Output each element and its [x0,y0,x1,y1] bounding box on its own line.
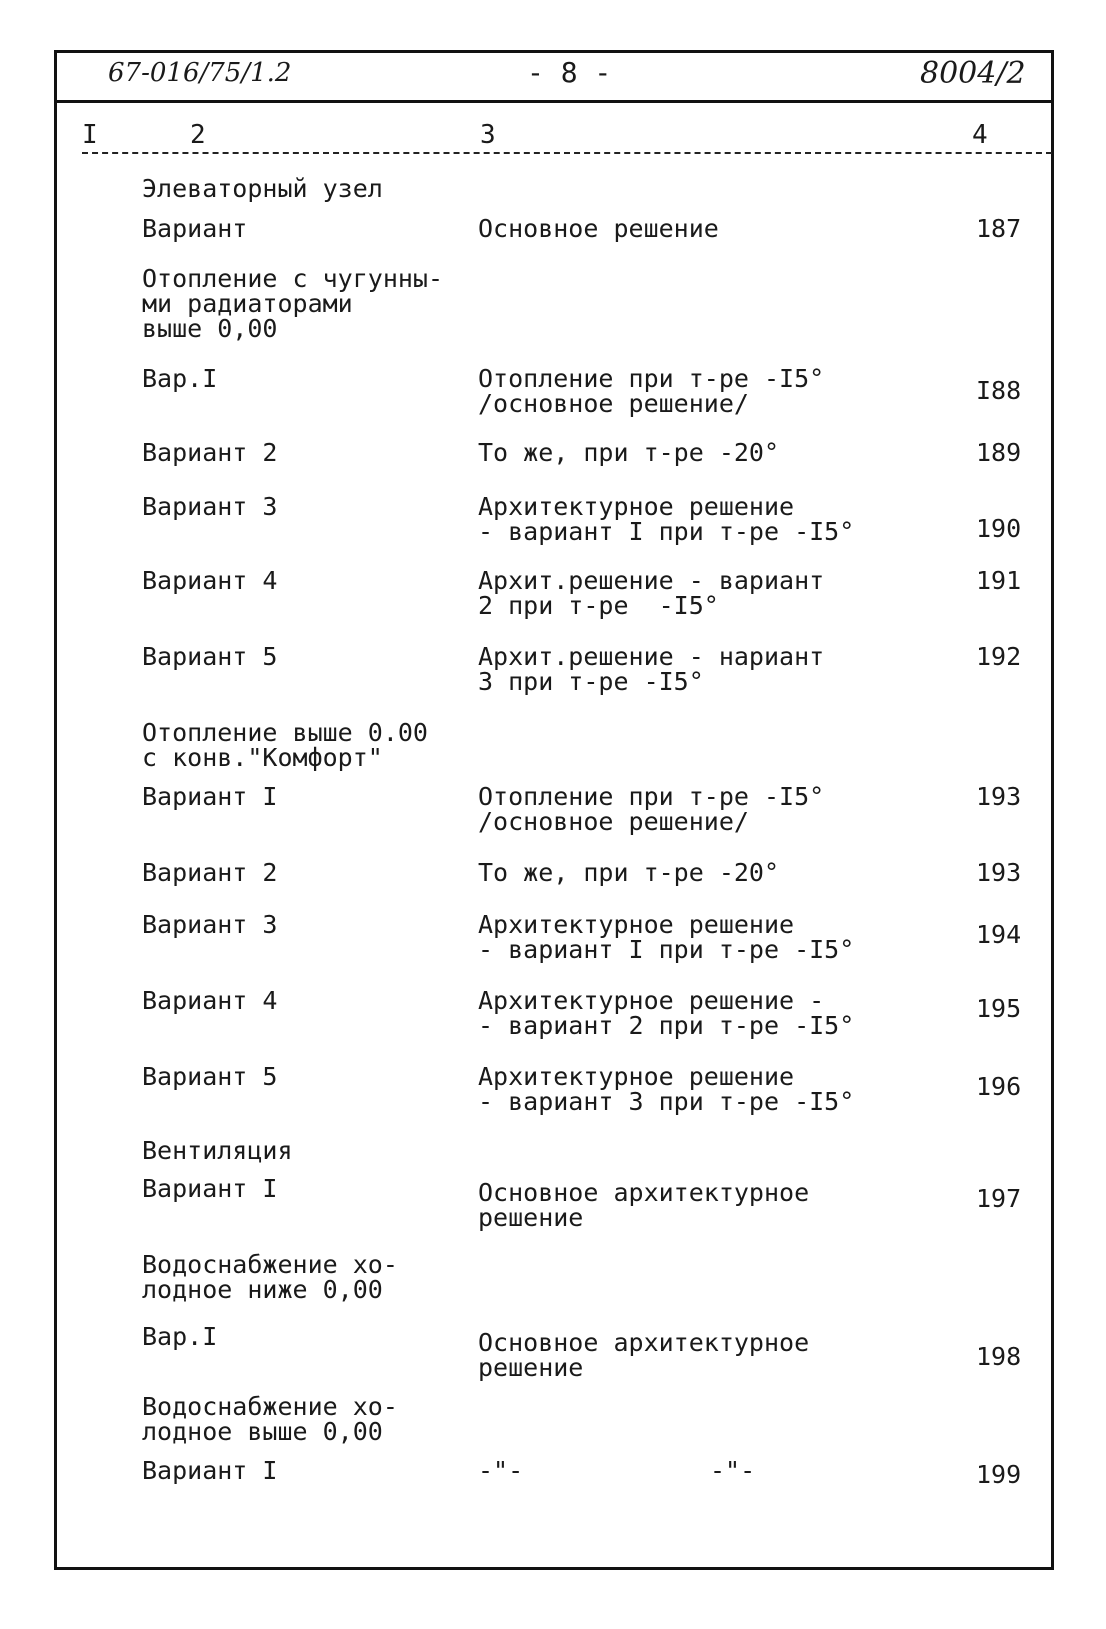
row-label: Вариант 2 [142,438,278,467]
row-page: 195 [976,994,1022,1023]
row-description: Основное архитектурное решение [478,1328,810,1382]
row-description: Архитектурное решение - вариант I при т-ре -I5° [478,492,855,546]
row-description: Архитектурное решение - вариант I при т-ре -I5° [478,910,855,964]
row-page: 198 [976,1342,1022,1371]
row-description: То же, при т-ре -20° [478,858,780,887]
row-label: Вентиляция [142,1136,293,1165]
ditto-mark: -"- [478,1456,524,1485]
row-page: 197 [976,1184,1022,1213]
row-page: 191 [976,566,1022,595]
row-page: 199 [976,1460,1022,1489]
page-number: - 8 - [527,56,612,89]
row-description: Архитектурное решение - вариант 3 при т-ре -I5° [478,1062,855,1116]
row-page: 193 [976,782,1022,811]
row-page: 190 [976,514,1022,543]
row-label: Вариант I [142,782,278,811]
row-label: Отопление выше 0.00 с конв."Комфорт" [142,718,428,772]
row-label: Вариант 3 [142,910,278,939]
row-page: 192 [976,642,1022,671]
sheet-code: 8004/2 [920,56,1026,91]
row-label: Вариант 2 [142,858,278,887]
row-page: 194 [976,920,1022,949]
row-label: Вариант 5 [142,642,278,671]
row-label: Отопление с чугунны- ми радиаторами выше 0,00 [142,264,444,343]
column-number-1: I [82,120,98,150]
row-label: Вар.I [142,364,218,393]
row-page: 196 [976,1072,1022,1101]
row-description: Отопление при т-ре -I5° /основное решение/ [478,782,825,836]
row-description: Архитектурное решение - - вариант 2 при т-ре -I5° [478,986,855,1040]
column-number-4: 4 [972,120,988,150]
row-label: Вариант 5 [142,1062,278,1091]
column-header-dashes [82,152,1052,154]
row-page: 187 [976,214,1022,243]
row-label: Вариант I [142,1456,278,1485]
row-description: Архит.решение - вариант 2 при т-ре -I5° [478,566,825,620]
doc-code: 67-016/75/1.2 [108,58,292,88]
row-description: Основное архитектурное решение [478,1178,810,1232]
row-label: Водоснабжение хо- лодное выше 0,00 [142,1392,398,1446]
row-description: Архит.решение - нариант 3 при т-ре -I5° [478,642,825,696]
row-page: 193 [976,858,1022,887]
row-label: Вариант 4 [142,986,278,1015]
row-label: Элеваторный узел [142,174,383,203]
row-label: Вариант 3 [142,492,278,521]
row-label: Вар.I [142,1322,218,1351]
column-number-3: 3 [480,120,496,150]
row-label: Вариант I [142,1174,278,1203]
row-page: 189 [976,438,1022,467]
row-description: Отопление при т-ре -I5° /основное решение/ [478,364,825,418]
ditto-mark: -"- [710,1456,756,1485]
row-description: Основное решение [478,214,719,243]
row-label: Водоснабжение хо- лодное ниже 0,00 [142,1250,398,1304]
row-label: Вариант [142,214,248,243]
row-description: То же, при т-ре -20° [478,438,780,467]
header-divider [54,100,1054,103]
row-label: Вариант 4 [142,566,278,595]
column-number-2: 2 [190,120,206,150]
row-page: I88 [976,376,1022,405]
